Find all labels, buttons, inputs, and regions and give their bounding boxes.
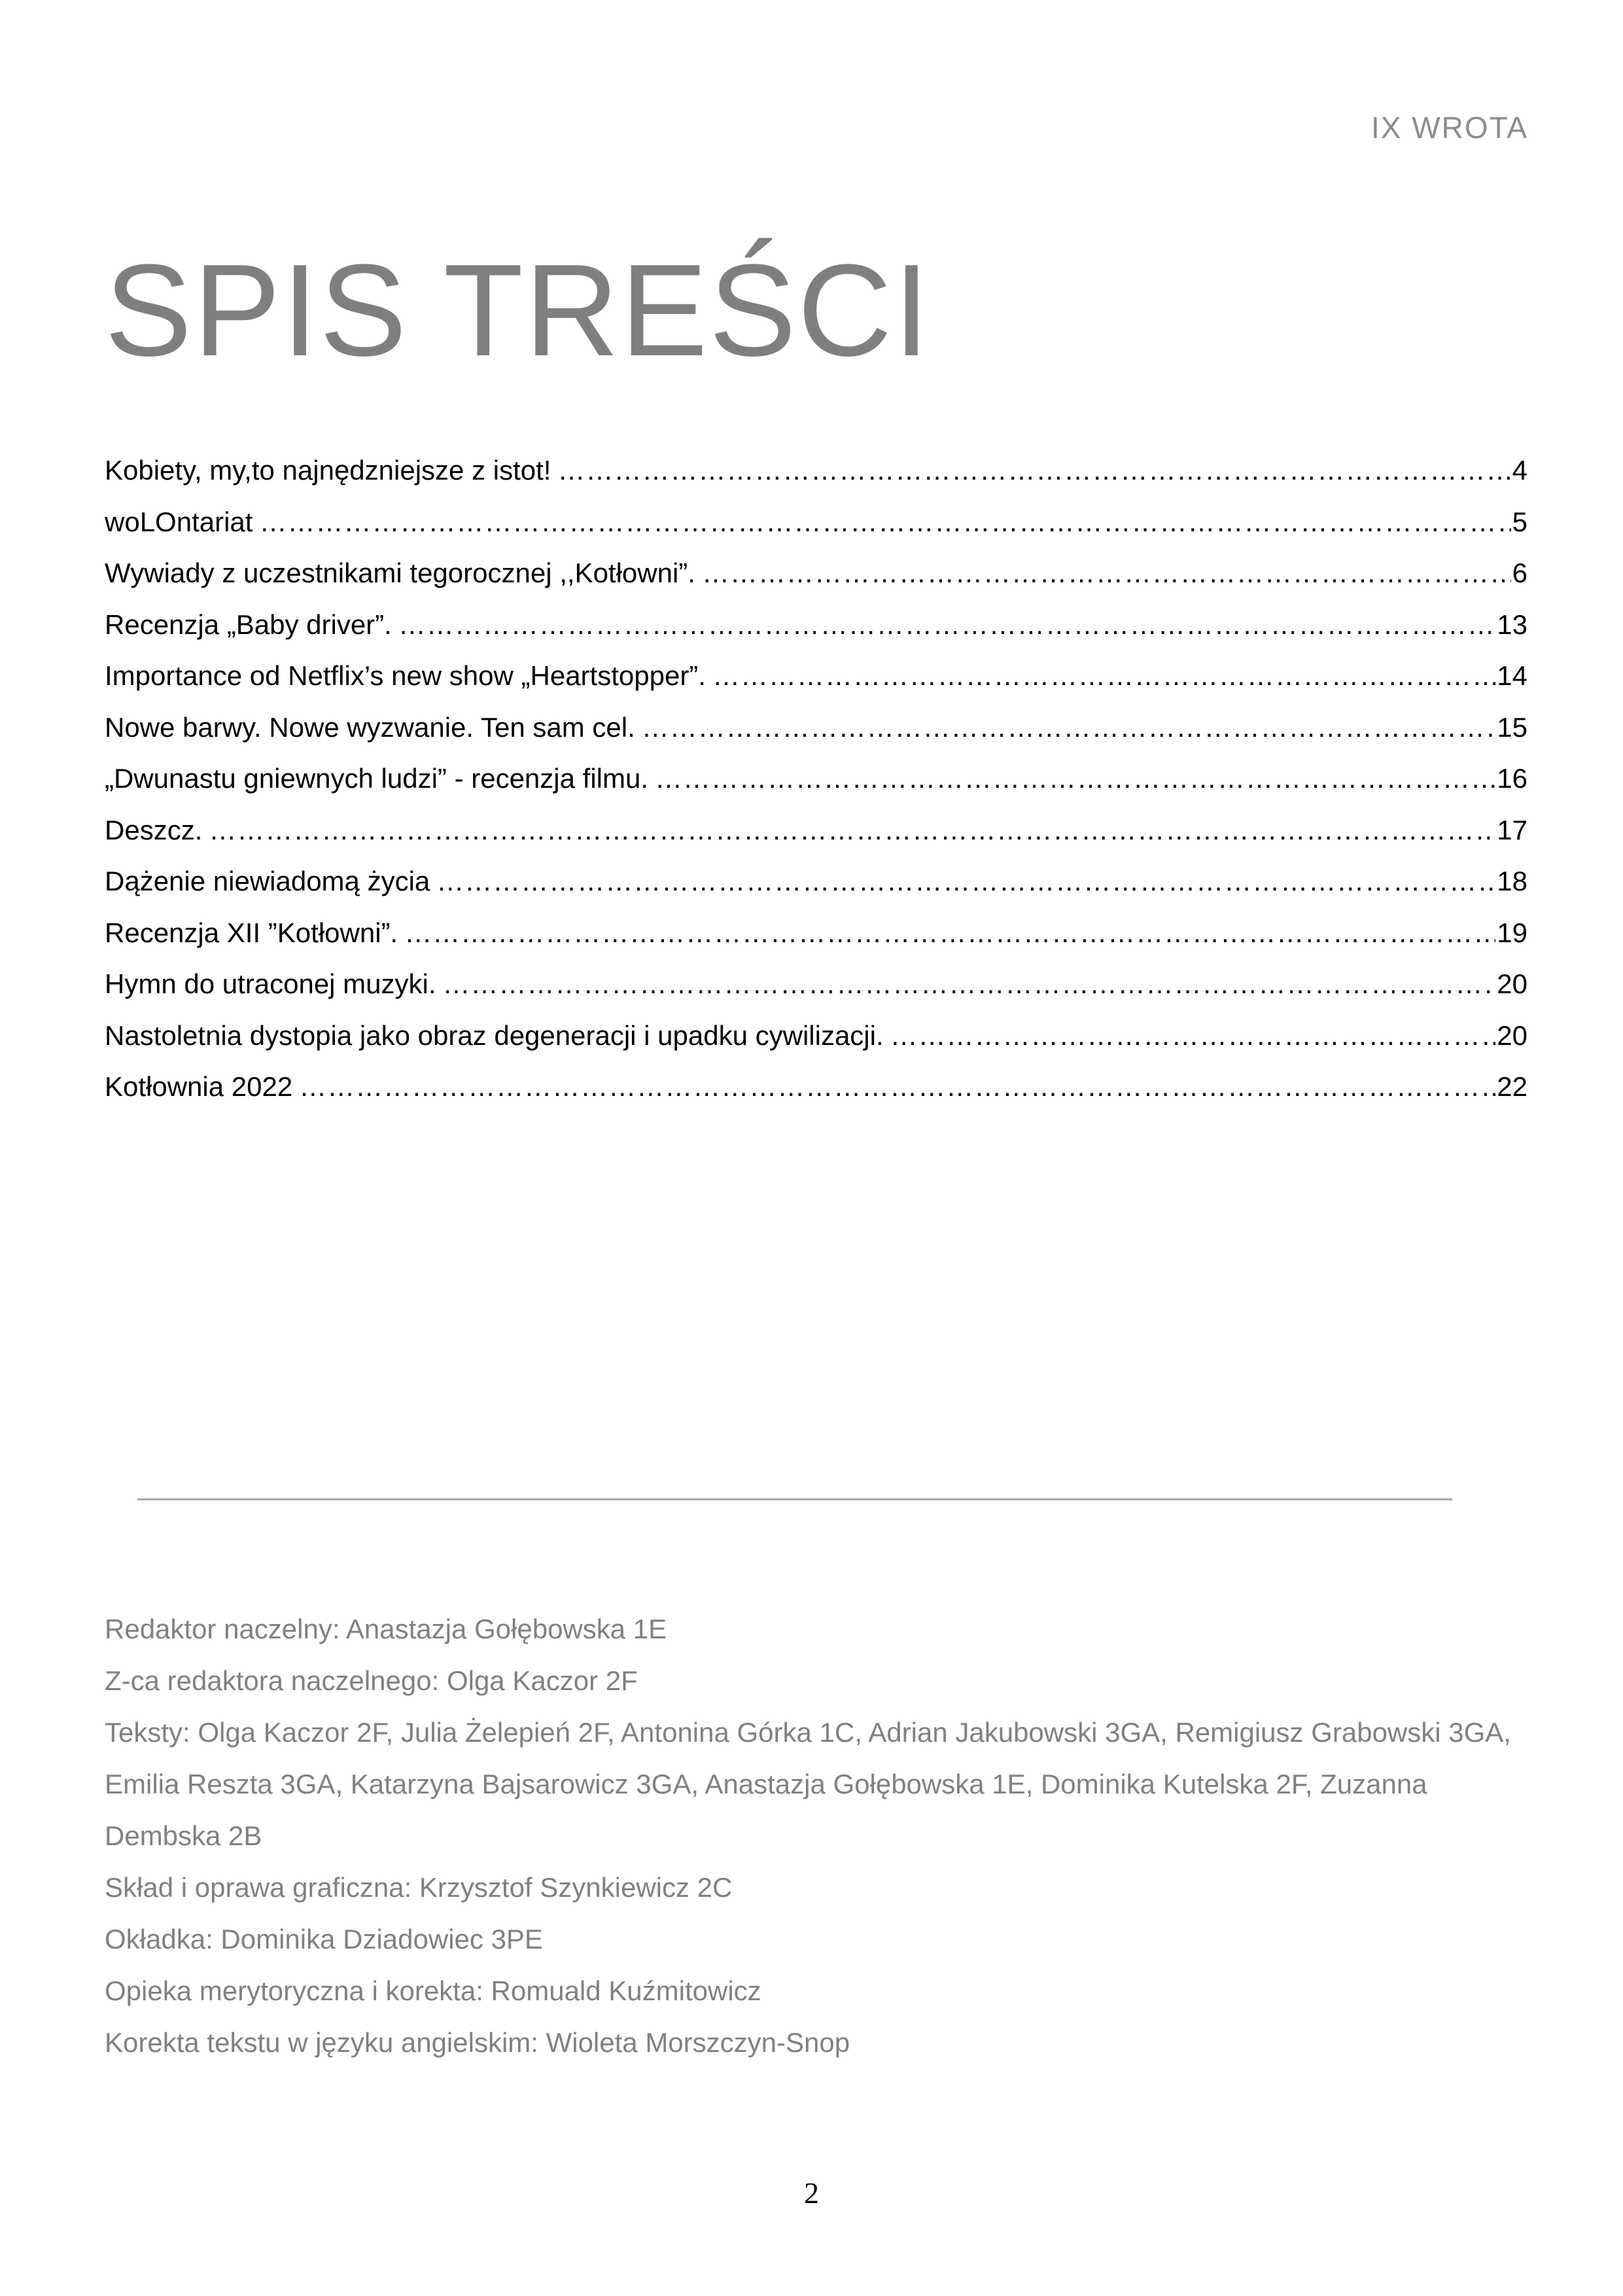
toc-entry-page: 15 — [1497, 711, 1527, 743]
toc-entry-page: 16 — [1497, 763, 1527, 794]
toc-entry[interactable] — [105, 1010, 1527, 1062]
toc-entry-title: „Dwunastu gniewnych ludzi” - recenzja filmu. — [105, 763, 648, 794]
toc-entry-page: 17 — [1497, 814, 1527, 845]
toc-dot-leader — [398, 599, 1495, 651]
toc-entry[interactable] — [105, 497, 1527, 548]
toc-entry-page: 22 — [1497, 1071, 1527, 1102]
toc-entry[interactable] — [105, 548, 1527, 599]
toc-dot-leader — [890, 1010, 1496, 1062]
toc-entry[interactable] — [105, 1061, 1527, 1113]
toc-dot-leader — [259, 497, 1510, 548]
page-number: 2 — [804, 2176, 819, 2210]
toc-dot-leader — [209, 805, 1495, 857]
toc-entry[interactable] — [105, 805, 1527, 857]
toc-dot-leader — [436, 856, 1495, 908]
credit-cover: Okładka: Dominika Dziadowiec 3PE — [105, 1924, 543, 1954]
toc-entry-page: 20 — [1497, 1019, 1527, 1051]
toc-entry[interactable] — [105, 959, 1527, 1010]
toc-dot-leader — [443, 959, 1496, 1010]
credit-english-proofreading: Korekta tekstu w języku angielskim: Wioleta Morszczyn-Snop — [105, 2027, 850, 2058]
toc-entry[interactable] — [105, 908, 1527, 959]
toc-entry[interactable] — [105, 856, 1527, 908]
toc-entry-page: 19 — [1497, 917, 1527, 948]
toc-dot-leader — [299, 1061, 1495, 1113]
toc-entry-title: Recenzja „Baby driver”. — [105, 609, 392, 640]
toc-entry[interactable] — [105, 445, 1527, 497]
credit-editor-in-chief: Redaktor naczelny: Anastazja Gołębowska 1E — [105, 1614, 667, 1644]
toc-entry-page: 20 — [1497, 968, 1527, 999]
credit-deputy-editor: Z-ca redaktora naczelnego: Olga Kaczor 2F — [105, 1665, 638, 1696]
toc-entry[interactable] — [105, 702, 1527, 754]
toc-entry-title: Hymn do utraconej muzyki. — [105, 968, 436, 999]
toc-entry-page: 6 — [1512, 557, 1527, 588]
editorial-credits — [105, 1603, 1527, 2068]
table-of-contents — [105, 445, 1527, 1113]
toc-entry-page: 18 — [1497, 866, 1527, 896]
toc-entry-title: Nastoletnia dystopia jako obraz degeneracji i upadku cywilizacji. — [105, 1019, 884, 1051]
toc-dot-leader — [642, 702, 1496, 754]
toc-entry[interactable] — [105, 599, 1527, 651]
toc-entry[interactable] — [105, 650, 1527, 702]
running-header: IX WROTA — [1370, 111, 1528, 145]
toc-entry-title: Importance od Netflix’s new show „Heartstopper”. — [105, 660, 706, 691]
toc-entry-title: Deszcz. — [105, 814, 203, 845]
toc-entry-page: 4 — [1512, 455, 1527, 486]
toc-dot-leader — [702, 548, 1511, 599]
toc-entry-title: Kobiety, my,to najnędzniejsze z istot! — [105, 455, 551, 486]
credit-supervision: Opieka merytoryczna i korekta: Romuald Kuźmitowicz — [105, 1975, 761, 2006]
toc-entry-page: 14 — [1497, 660, 1527, 691]
section-divider — [137, 1498, 1452, 1500]
toc-dot-leader — [557, 445, 1510, 497]
toc-dot-leader — [712, 650, 1495, 702]
toc-entry-page: 13 — [1497, 609, 1527, 640]
credit-texts: Teksty: Olga Kaczor 2F, Julia Żelepień 2F, Antonina Górka 1C, Adrian Jakubowski 3GA, Remigiusz Grabowski 3GA, Emilia Reszta 3GA, Katarzyna Bajsarowicz 3GA, Anastazja Gołębowska 1E, Dominika Kutelska 2F, Zuzanna Dembska 2B — [105, 1717, 1511, 1851]
toc-entry-title: Nowe barwy. Nowe wyzwanie. Ten sam cel. — [105, 711, 635, 743]
toc-entry-title: Dążenie niewiadomą życia — [105, 866, 430, 896]
toc-entry-title: Kotłownia 2022 — [105, 1071, 293, 1102]
toc-entry-title: woLOntariat — [105, 506, 253, 537]
toc-entry-page: 5 — [1512, 506, 1527, 537]
credit-layout: Skład i oprawa graficzna: Krzysztof Szynkiewicz 2C — [105, 1872, 733, 1903]
toc-entry[interactable] — [105, 753, 1527, 805]
toc-dot-leader — [404, 908, 1495, 959]
toc-entry-title: Wywiady z uczestnikami tegorocznej ,,Kotłowni”. — [105, 557, 695, 588]
page-title: SPIS TREŚCI — [105, 238, 932, 383]
toc-entry-title: Recenzja XII ”Kotłowni”. — [105, 917, 398, 948]
toc-dot-leader — [655, 753, 1495, 805]
